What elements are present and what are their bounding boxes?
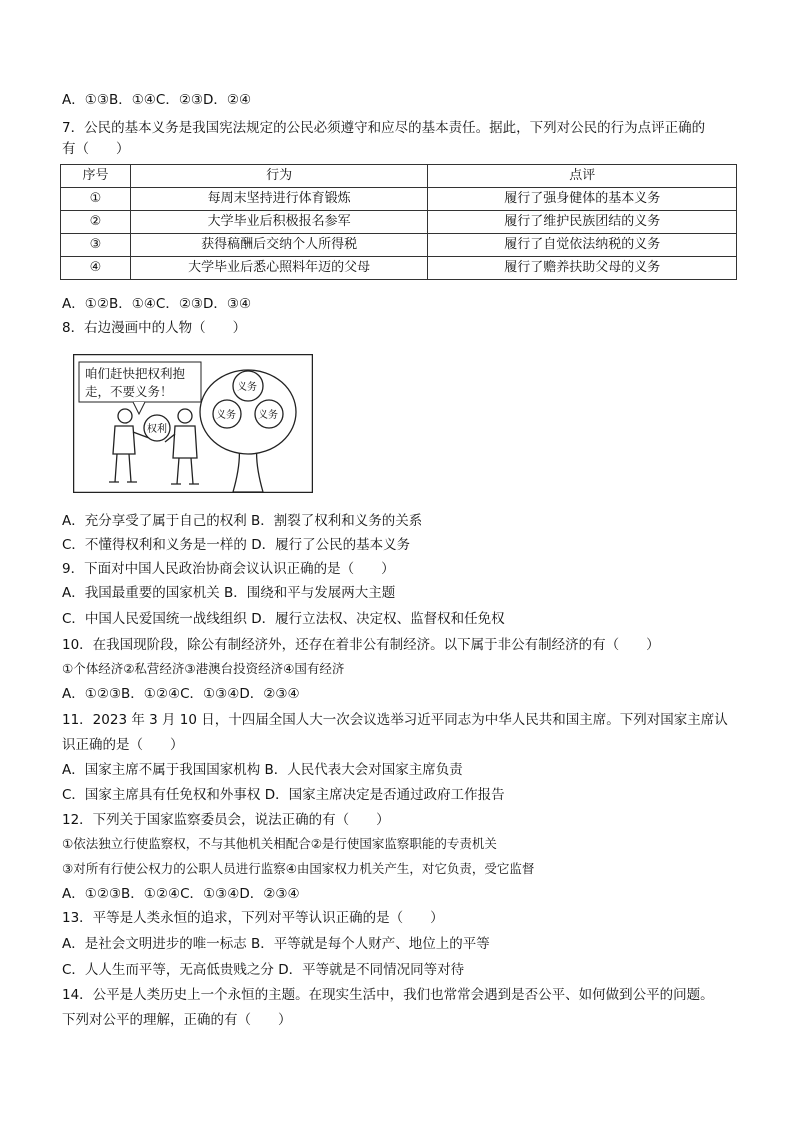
row-number: ① — [61, 188, 131, 211]
table-row — [61, 188, 737, 211]
q13-option-line2: C．人人生而平等，无高低贵贱之分 D．平等就是不同情况同等对待 — [62, 962, 465, 978]
bubble-text-line2: 走，不要义务！ — [85, 384, 173, 399]
header-comment: 点评 — [428, 165, 737, 188]
q7-stem-line1: 7．公民的基本义务是我国宪法规定的公民必须遵守和应尽的基本责任。据此，下列对公民的行为点评正确的 — [62, 120, 706, 136]
table-row — [61, 257, 737, 280]
q9-option-line1: A．我国最重要的国家机关 B．围绕和平与发展两大主题 — [62, 585, 396, 601]
row-number: ② — [61, 211, 131, 234]
rights-ball — [144, 415, 170, 441]
q11-stem-line1: 11．2023 年 3 月 10 日，十四届全国人大一次会议选举习近平同志为中华人民共和国主席。下列对国家主席认 — [62, 712, 728, 728]
q13-stem: 13．平等是人类永恒的追求，下列对平等认识正确的是（ ） — [62, 910, 444, 926]
row-behavior: 大学毕业后悉心照料年迈的父母 — [130, 257, 428, 280]
row-behavior: 每周末坚持进行体育锻炼 — [130, 188, 428, 211]
row-comment: 履行了自觉依法纳税的义务 — [428, 234, 737, 257]
row-comment: 履行了强身健体的基本义务 — [428, 188, 737, 211]
q12-stem: 12．下列关于国家监察委员会，说法正确的有（ ） — [62, 812, 390, 828]
row-behavior: 大学毕业后积极报名参军 — [130, 211, 428, 234]
q12-options: A．①②③B．①②④C．①③④D．②③④ — [62, 886, 300, 902]
q11-option-line2: C．国家主席具有任免权和外事权 D．国家主席决定是否通过政府工作报告 — [62, 787, 505, 803]
row-number: ④ — [61, 257, 131, 280]
q11-option-line1: A．国家主席不属于我国国家机构 B．人民代表大会对国家主席负责 — [62, 762, 463, 778]
table-header-row — [61, 165, 737, 188]
q10-options: A．①②③B．①②④C．①③④D．②③④ — [62, 686, 300, 702]
q13-option-line1: A．是社会文明进步的唯一标志 B．平等就是每个人财产、地位上的平等 — [62, 936, 490, 952]
row-behavior: 获得稿酬后交纳个人所得税 — [130, 234, 428, 257]
q7-options: A．①②B．①④C．②③D．③④ — [62, 296, 252, 312]
q12-items-line2: ③对所有行使公权力的公职人员进行监察④由国家权力机关产生，对它负责，受它监督 — [62, 861, 535, 876]
bubble-text-line1: 咱们赶快把权利抱 — [85, 366, 186, 381]
row-comment: 履行了维护民族团结的义务 — [428, 211, 737, 234]
rights-duties-cartoon — [73, 354, 313, 493]
q7-stem-line2: 有（ ） — [62, 141, 130, 157]
q9-stem: 9．下面对中国人民政治协商会议认识正确的是（ ） — [62, 561, 395, 577]
q10-stem: 10．在我国现阶段，除公有制经济外，还存在着非公有制经济。以下属于非公有制经济的有（ ） — [62, 637, 660, 653]
q10-items: ①个体经济②私营经济③港澳台投资经济④国有经济 — [62, 661, 345, 676]
table-row — [61, 211, 737, 234]
q8-stem: 8．右边漫画中的人物（ ） — [62, 320, 247, 336]
q6-options: A．①③B．①④C．②③D．②④ — [62, 92, 252, 108]
duty-fruit-label-left: 义务 — [216, 410, 236, 421]
q12-items-line1: ①依法独立行使监察权，不与其他机关相配合②是行使国家监察职能的专责机关 — [62, 836, 497, 851]
q9-option-line2: C．中国人民爱国统一战线组织 D．履行立法权、决定权、监督权和任免权 — [62, 611, 505, 627]
header-behavior: 行为 — [130, 165, 428, 188]
row-number: ③ — [61, 234, 131, 257]
q14-stem-line1: 14．公平是人类历史上一个永恒的主题。在现实生活中，我们也常常会遇到是否公平、如何做到公平的问题。 — [62, 987, 714, 1003]
row-comment: 履行了赡养扶助父母的义务 — [428, 257, 737, 280]
duty-fruit-label-right: 义务 — [258, 410, 278, 421]
header-number: 序号 — [61, 165, 131, 188]
q11-stem-line2: 识正确的是（ ） — [62, 737, 184, 753]
duty-fruit-label-top: 义务 — [237, 382, 257, 393]
q8-option-line1: A．充分享受了属于自己的权利 B．割裂了权利和义务的关系 — [62, 513, 423, 529]
q7-table — [60, 164, 737, 280]
q8-option-line2: C．不懂得权利和义务是一样的 D．履行了公民的基本义务 — [62, 537, 411, 553]
table-row — [61, 234, 737, 257]
rights-label: 权利 — [147, 424, 167, 435]
q14-stem-line2: 下列对公平的理解，正确的有（ ） — [62, 1012, 292, 1028]
